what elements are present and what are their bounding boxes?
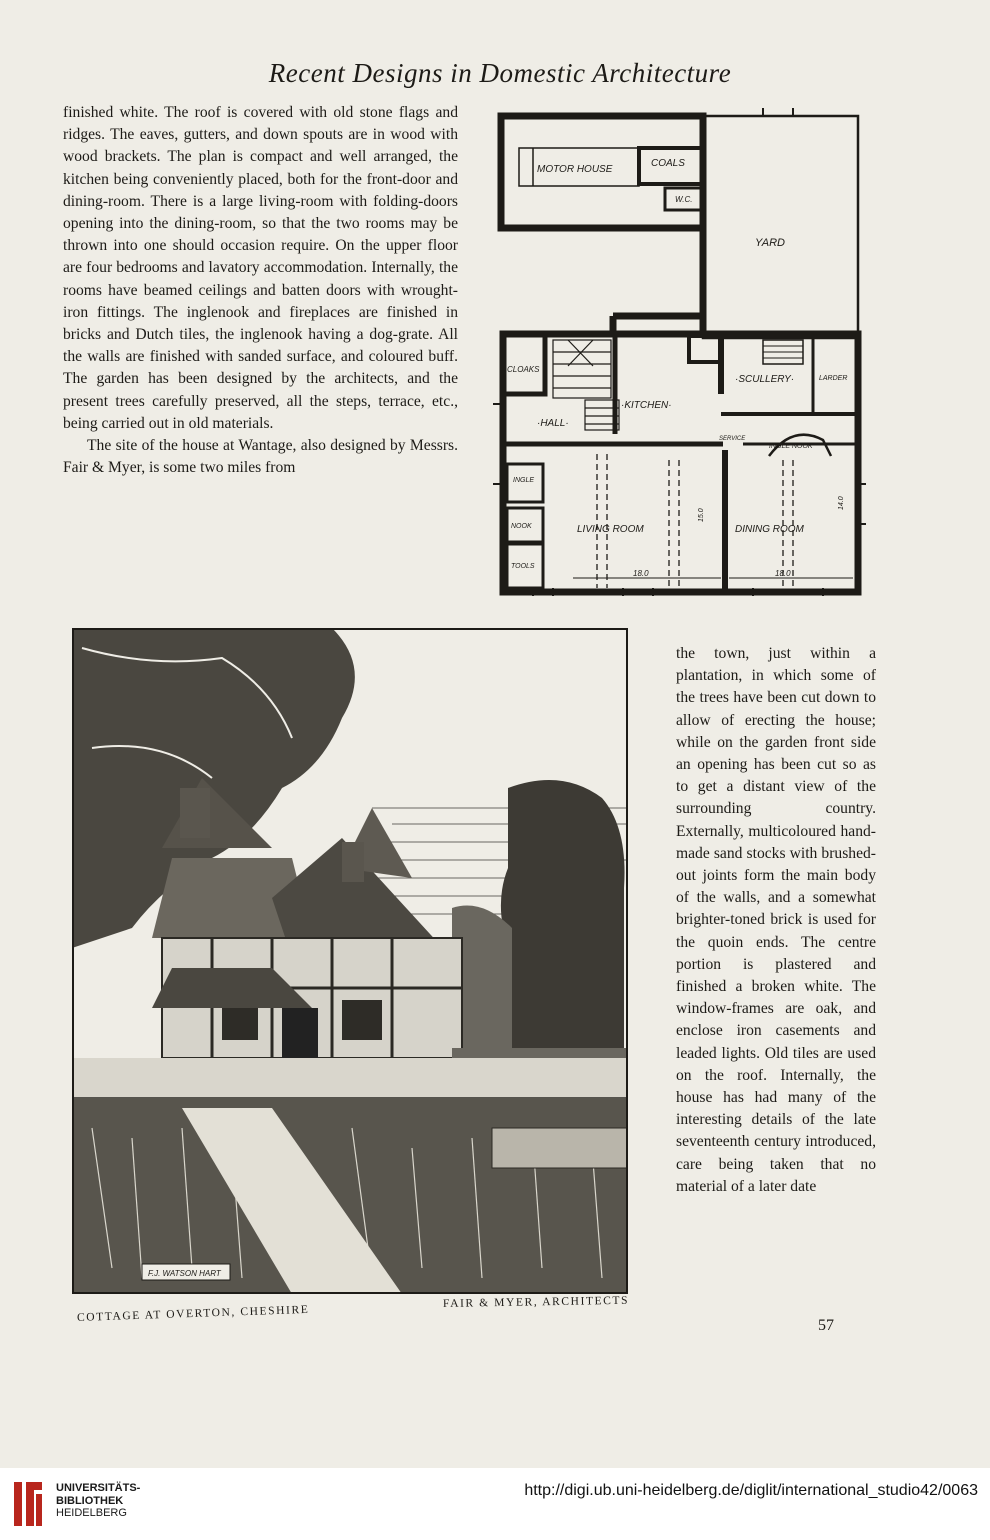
plan-label-nook-left: NOOK xyxy=(511,523,532,530)
library-name-line-3: HEIDELBERG xyxy=(56,1507,127,1519)
plan-label-service: SERVICE xyxy=(719,436,746,442)
house-door xyxy=(282,1008,318,1058)
house-chimney-right xyxy=(342,842,364,882)
library-name-line-2: BIBLIOTHEK xyxy=(56,1494,124,1507)
plan-label-tools: TOOLS xyxy=(511,563,535,570)
page-number: 57 xyxy=(818,1317,834,1334)
library-name-line-1: UNIVERSITÄTS- xyxy=(56,1482,141,1494)
plan-dim-dining: 18.0 xyxy=(775,569,791,578)
plan-yard-wall xyxy=(703,116,858,338)
plan-label-larder: LARDER xyxy=(819,375,848,382)
plan-label-dining-room: DINING ROOM xyxy=(735,524,804,535)
plan-label-hall: ·HALL· xyxy=(537,418,569,429)
plan-label-yard: YARD xyxy=(755,237,785,249)
right-paragraph: the town, just within a plantation, in which some of the trees have been cut down to allow of erecting the house; while on the garden front side an opening has been cut so as to get a distant view of the surrounding country. Externally, multicoloured hand-made sand stocks with brushed-out joints form the main body of the walls, and a somewhat brighter-toned brick is used for the quoin ends. The centre portion is plastered and finished a broken white. The window-frames are oak, and enclose iron casements and leaded lights. Old tiles are used on the roof. Internally, the house has had many of the interesting details of the late seventeenth century introduced, care being taken that no material of a later date xyxy=(676,645,876,1195)
plan-dim-v2: 14.0 xyxy=(838,496,845,510)
house-window-2 xyxy=(342,1000,382,1040)
caption-architects: FAIR & MYER, ARCHITECTS xyxy=(442,1294,630,1310)
plan-cloaks xyxy=(503,334,545,394)
left-paragraph-2: The site of the house at Wantage, also designed by Messrs. Fair & Myer, is some two miles from xyxy=(63,437,458,477)
plan-label-cloaks: CLOAKS xyxy=(507,365,540,374)
library-name xyxy=(56,1482,140,1520)
house-chimney-left xyxy=(180,788,210,838)
viewer-footer xyxy=(0,1468,990,1540)
left-paragraph-1: finished white. The roof is covered with old stone flags and ridges. The eaves, gutters, and down spouts are in wood with wood brackets. The plan is compact and well arranged, the kitchen being conveniently placed, both for the front-door and dining-room. There is a large living-room with folding-doors opening into the dining-room, so that the two rooms may be thrown into one should occasion require. On the upper floor are four bedrooms and lavatory accommodation. Internally, the rooms have beamed ceilings and batten doors with wrought-iron fittings. The inglenook and fireplaces are finished in bricks and Dutch tiles, the inglenook having a dog-grate. All the walls are finished with sanded surface, and coloured buff. The garden has been designed by the architects, and the present trees carefully preserved, all the steps, terrace, etc., being carried out in old materials. xyxy=(63,104,458,432)
floor-plan xyxy=(493,104,866,598)
plan-dim-living: 18.0 xyxy=(633,569,649,578)
illustration-signature: F.J. WATSON HART xyxy=(148,1269,221,1278)
plan-label-living-room: LIVING ROOM xyxy=(577,524,644,535)
plan-label-motor-house: MOTOR HOUSE xyxy=(537,164,613,175)
cottage-illustration xyxy=(72,628,628,1294)
left-text-column xyxy=(63,102,458,479)
permalink-url[interactable]: http://digi.ub.uni-heidelberg.de/diglit/international_studio42/0063 xyxy=(524,1482,978,1499)
library-logo-icon xyxy=(12,1478,46,1530)
plan-label-coals: COALS xyxy=(651,158,685,169)
running-head: Recent Designs in Domestic Architecture xyxy=(268,58,732,88)
plan-staircase xyxy=(553,340,619,430)
plan-label-scullery: ·SCULLERY· xyxy=(735,374,795,385)
right-text-column xyxy=(676,643,876,1198)
plan-dim-v1: 15.0 xyxy=(698,508,705,522)
plan-label-ingle-nook: INGLE NOOK xyxy=(769,443,813,450)
plan-label-ingle-left: INGLE xyxy=(513,477,535,484)
plan-main-house xyxy=(503,334,858,592)
plan-label-wc: W.C. xyxy=(675,195,693,204)
caption-cottage: COTTAGE AT OVERTON, CHESHIRE xyxy=(76,1303,310,1324)
plan-label-kitchen: ·KITCHEN· xyxy=(621,400,672,411)
tree-right xyxy=(501,780,625,1058)
